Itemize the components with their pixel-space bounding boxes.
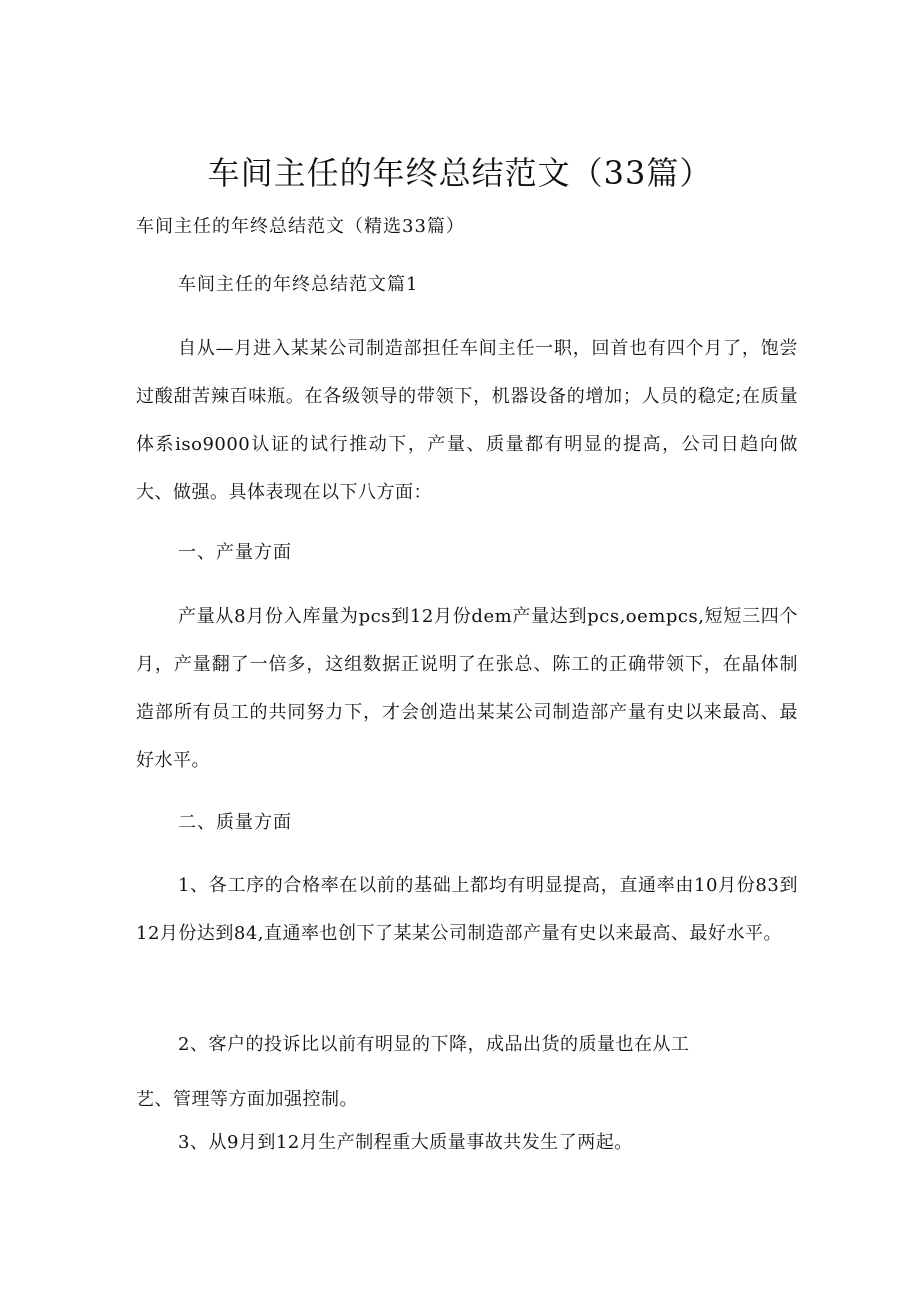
quality-item-2-line-1: 2、客户的投诉比以前有明显的下降，成品出货的质量也在从工 [178, 1034, 690, 1055]
quality-item-3-line: 3、从9月到12月生产制程重大质量事故共发生了两起。 [178, 1132, 633, 1153]
article-heading: 车间主任的年终总结范文篇1 [178, 274, 419, 295]
section-heading-production: 一、产量方面 [178, 542, 292, 563]
production-paragraph: 产量从8月份入库量为pcs到12月份dem产量达到pcs,oempcs,短短三四个月，产量翻了一倍多，这组数据正说明了在张总、陈工的正确带领下，在晶体制造部所有员工的共同努力下，才会创造出某某公司制造部产量有史以来最高、最好水平。 [136, 606, 798, 771]
quality-item-2-line-2: 艺、管理等方面加强控制。 [136, 1089, 358, 1110]
intro-paragraph: 自从—月进入某某公司制造部担任车间主任一职，回首也有四个月了，饱尝过酸甜苦辣百味瓶。在各级领导的带领下，机器设备的增加；人员的稳定;在质量体系iso9000认证的试行推动下，产量、质量都有明显的提高，公司日趋向做大、做强。具体表现在以下八方面： [136, 338, 798, 503]
section-heading-quality: 二、质量方面 [178, 812, 292, 833]
document-subtitle: 车间主任的年终总结范文（精选33篇） [136, 216, 465, 237]
document-title: 车间主任的年终总结范文（33篇） [207, 154, 713, 192]
quality-item-1-paragraph: 1、各工序的合格率在以前的基础上都均有明显提高，直通率由10月份83到12月份达到84,直通率也创下了某某公司制造部产量有史以来最高、最好水平。 [136, 875, 798, 944]
